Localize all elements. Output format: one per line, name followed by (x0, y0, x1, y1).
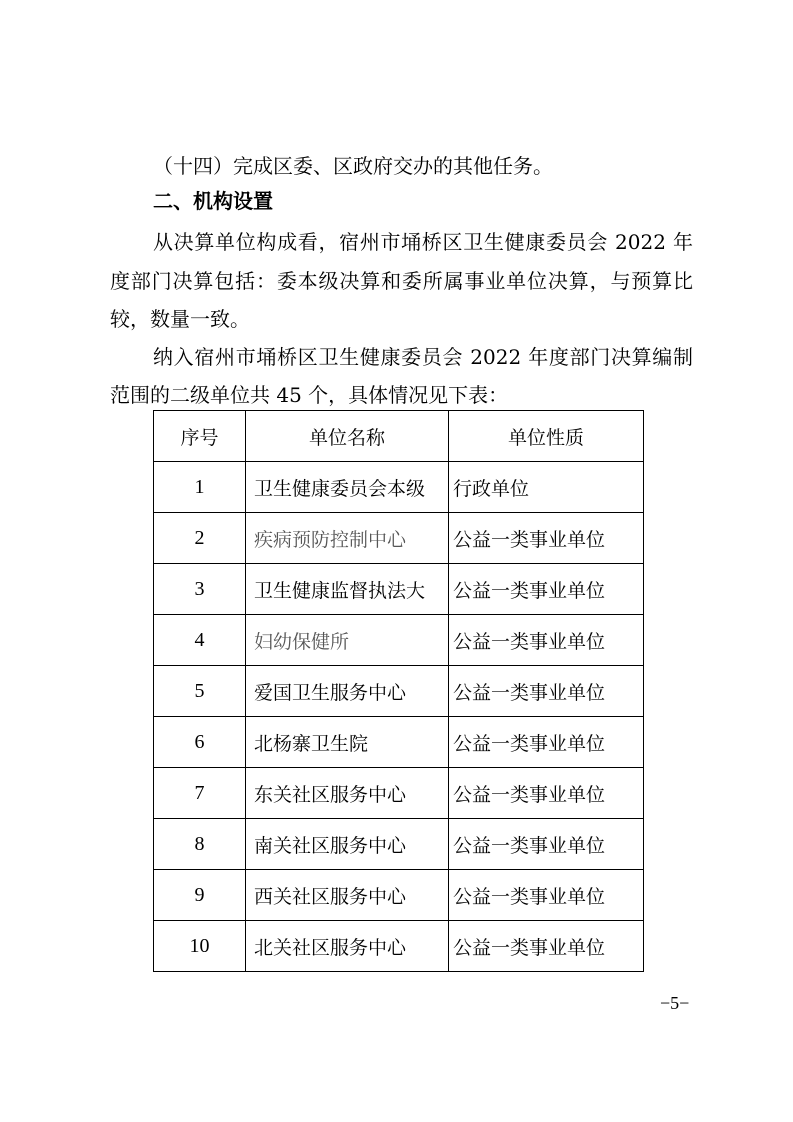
row-unit-name: 卫生健康监督执法大 (246, 564, 449, 615)
row-unit-name: 卫生健康委员会本级 (246, 462, 449, 513)
row-unit-name: 南关社区服务中心 (246, 819, 449, 870)
row-unit-name: 疾病预防控制中心 (246, 513, 449, 564)
unit-table (153, 410, 644, 972)
table-row (154, 666, 644, 717)
section-heading-organization: 二、机构设置 (153, 189, 273, 213)
row-serial: 10 (154, 921, 246, 972)
row-unit-type: 公益一类事业单位 (449, 768, 644, 819)
row-unit-name: 东关社区服务中心 (246, 768, 449, 819)
table-row (154, 615, 644, 666)
row-unit-type: 公益一类事业单位 (449, 666, 644, 717)
paragraph-1-line-1: 从决算单位构成看，宿州市埇桥区卫生健康委员会 2022 年 (153, 230, 693, 254)
row-serial: 8 (154, 819, 246, 870)
row-serial: 9 (154, 870, 246, 921)
row-unit-type: 行政单位 (449, 462, 644, 513)
row-serial: 2 (154, 513, 246, 564)
row-serial: 1 (154, 462, 246, 513)
table-row (154, 819, 644, 870)
row-serial: 4 (154, 615, 246, 666)
row-unit-name: 北关社区服务中心 (246, 921, 449, 972)
row-unit-name: 妇幼保健所 (246, 615, 449, 666)
row-unit-type: 公益一类事业单位 (449, 717, 644, 768)
header-unit-type: 单位性质 (449, 411, 644, 462)
page-number: −5− (660, 993, 690, 1013)
item-14-text: （十四）完成区委、区政府交办的其他任务。 (153, 154, 553, 178)
row-serial: 3 (154, 564, 246, 615)
table-row (154, 513, 644, 564)
row-unit-type: 公益一类事业单位 (449, 870, 644, 921)
row-unit-name: 西关社区服务中心 (246, 870, 449, 921)
header-unit-name: 单位名称 (246, 411, 449, 462)
row-unit-type: 公益一类事业单位 (449, 513, 644, 564)
header-serial: 序号 (154, 411, 246, 462)
row-unit-type: 公益一类事业单位 (449, 921, 644, 972)
row-unit-name: 爱国卫生服务中心 (246, 666, 449, 717)
row-unit-type: 公益一类事业单位 (449, 564, 644, 615)
paragraph-2-line-2: 范围的二级单位共 45 个，具体情况见下表： (110, 383, 509, 407)
row-serial: 5 (154, 666, 246, 717)
table-row (154, 870, 644, 921)
table-row (154, 768, 644, 819)
row-unit-type: 公益一类事业单位 (449, 615, 644, 666)
row-unit-name: 北杨寨卫生院 (246, 717, 449, 768)
paragraph-1-line-3: 较，数量一致。 (110, 307, 250, 331)
row-serial: 7 (154, 768, 246, 819)
table-row (154, 717, 644, 768)
row-serial: 6 (154, 717, 246, 768)
table-header-row (154, 411, 644, 462)
table-row (154, 462, 644, 513)
table-row (154, 921, 644, 972)
paragraph-2-line-1: 纳入宿州市埇桥区卫生健康委员会 2022 年度部门决算编制 (153, 345, 693, 369)
table-row (154, 564, 644, 615)
paragraph-1-line-2: 度部门决算包括：委本级决算和委所属事业单位决算，与预算比 (110, 269, 693, 293)
row-unit-type: 公益一类事业单位 (449, 819, 644, 870)
